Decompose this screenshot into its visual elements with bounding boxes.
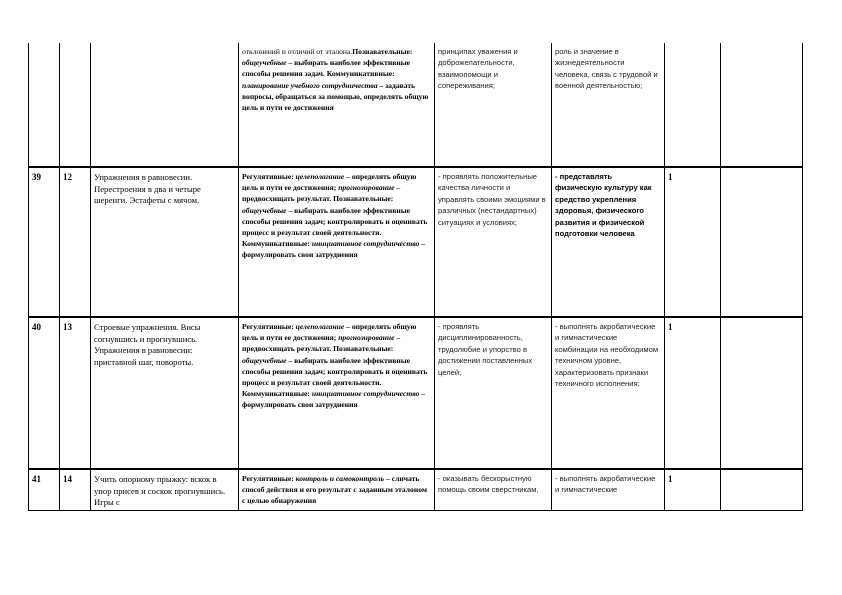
hours-cell: 1 <box>665 469 721 510</box>
uud-text-segment: – определять общую цель и пути ее достижения; <box>242 172 417 193</box>
uud-text-segment: прогнозирование <box>338 333 395 343</box>
notes-cell <box>721 167 803 317</box>
notes-cell <box>721 469 803 510</box>
uud-text-segment: – предвосхищать результат. <box>242 333 401 354</box>
table-row <box>29 469 803 510</box>
uud-text-segment: Познавательные: <box>333 194 394 204</box>
uud-text-segment: – задавать вопросы, обращаться за помощью, определять общую цель и пути ее достижения <box>242 80 429 113</box>
topic-cell: Строевые упражнения. Висы согнувшись и прогнувшись. Упражнения в равновесии: приставной шаг, повороты. <box>91 317 239 469</box>
uud-text-segment: – формулировать свои затруднения <box>242 239 426 260</box>
uud-text-segment: контроль и самоконтроль <box>295 474 385 483</box>
table-row <box>29 317 803 469</box>
topic-cell: Учить опорному прыжку: вскок в упор присев и соскок прогнувшись. Игры с <box>91 469 239 510</box>
uud-text-segment: Познавательные: <box>352 47 413 56</box>
row-number-cell: 41 <box>29 469 60 510</box>
uud-cell <box>239 317 435 469</box>
uud-text-segment: целеполагание <box>295 172 345 181</box>
uud-text-segment: Регулятивные: <box>242 322 296 331</box>
uud-text-segment: – выбирать наиболее эффективные способы решения задач; контролировать и оценивать процесс и результат своей деятельности. <box>242 355 428 388</box>
uud-text-segment: – определять общую цель и пути ее достижения; <box>242 322 417 343</box>
personal-results-cell: - проявлять дисциплинированность, трудолюбие и упорство в достижении поставленных целей; <box>435 317 552 469</box>
table-row <box>29 167 803 317</box>
uud-text-segment: инициативное сотрудничество <box>311 239 420 249</box>
lesson-number-cell: 14 <box>60 469 91 510</box>
uud-text-segment: – выбирать наиболее эффективные способы решения задач. <box>242 58 411 79</box>
uud-cell <box>239 469 435 510</box>
uud-text-segment: – формулировать свои затруднения <box>242 389 426 410</box>
uud-text-segment: общеучебные <box>242 205 287 215</box>
uud-text-segment: инициативное сотрудничество <box>311 389 420 399</box>
subject-results-cell: - представлять физическую культуру как средство укрепления здоровья, физического развития и физической подготовки человека <box>552 167 665 317</box>
uud-text-segment: прогнозирование <box>338 183 395 193</box>
hours-cell: 1 <box>665 167 721 317</box>
uud-text-segment: – сличать способ действия и его результат с заданным эталоном с целью обнаружения <box>242 474 428 506</box>
notes-cell <box>721 317 803 469</box>
uud-text-segment: общеучебные <box>242 355 287 365</box>
uud-text-segment: Коммуникативные: <box>242 239 312 249</box>
uud-text-segment: Регулятивные: <box>242 172 296 181</box>
personal-results-cell: принципах уважения и доброжелательности, взаимопомощи и сопереживания; <box>435 43 552 167</box>
personal-results-cell: - оказывать бескорыстную помощь своим сверстникам, <box>435 469 552 510</box>
row-number-cell <box>29 43 60 167</box>
subject-results-cell: роль и значение в жизнедеятельности человека, связь с трудовой и военной деятельностью; <box>552 43 665 167</box>
uud-text-segment: – выбирать наиболее эффективные способы решения задач; контролировать и оценивать процесс и результат своей деятельности. <box>242 205 428 238</box>
uud-text-segment: – предвосхищать результат. <box>242 183 401 204</box>
uud-text-segment: отклонений и отличий от эталона. <box>242 47 353 56</box>
personal-results-cell: - проявлять положительные качества личности и управлять своими эмоциями в различных (нестандартных) ситуациях и условиях; <box>435 167 552 317</box>
row-number-cell: 39 <box>29 167 60 317</box>
uud-text-segment: Коммуникативные: <box>326 69 395 79</box>
uud-text-segment: планирование учебного сотрудничества <box>242 80 378 90</box>
subject-results-cell: - выполнять акробатические и гимнастические <box>552 469 665 510</box>
row-number-cell: 40 <box>29 317 60 469</box>
lesson-number-cell <box>60 43 91 167</box>
subject-results-cell: - выполнять акробатические и гимнастические комбинации на необходимом техничном уровне, характеризовать признаки техничного исполнения; <box>552 317 665 469</box>
topic-cell: Упражнения в равновесии. Перестроения в два и четыре шеренги. Эстафеты с мячом. <box>91 167 239 317</box>
hours-cell: 1 <box>665 317 721 469</box>
lesson-number-cell: 13 <box>60 317 91 469</box>
lesson-number-cell: 12 <box>60 167 91 317</box>
uud-cell <box>239 167 435 317</box>
uud-text-segment: целеполагание <box>295 322 345 331</box>
uud-text-segment: Регулятивные: <box>242 474 296 483</box>
hours-cell <box>665 43 721 167</box>
notes-cell <box>721 43 803 167</box>
uud-text-segment: общеучебные <box>242 58 287 68</box>
uud-text-segment: Познавательные: <box>333 344 394 354</box>
lesson-plan-table <box>28 43 803 511</box>
topic-cell <box>91 43 239 167</box>
table-row <box>29 43 803 167</box>
uud-text-segment: Коммуникативные: <box>242 389 312 399</box>
uud-cell <box>239 43 435 167</box>
